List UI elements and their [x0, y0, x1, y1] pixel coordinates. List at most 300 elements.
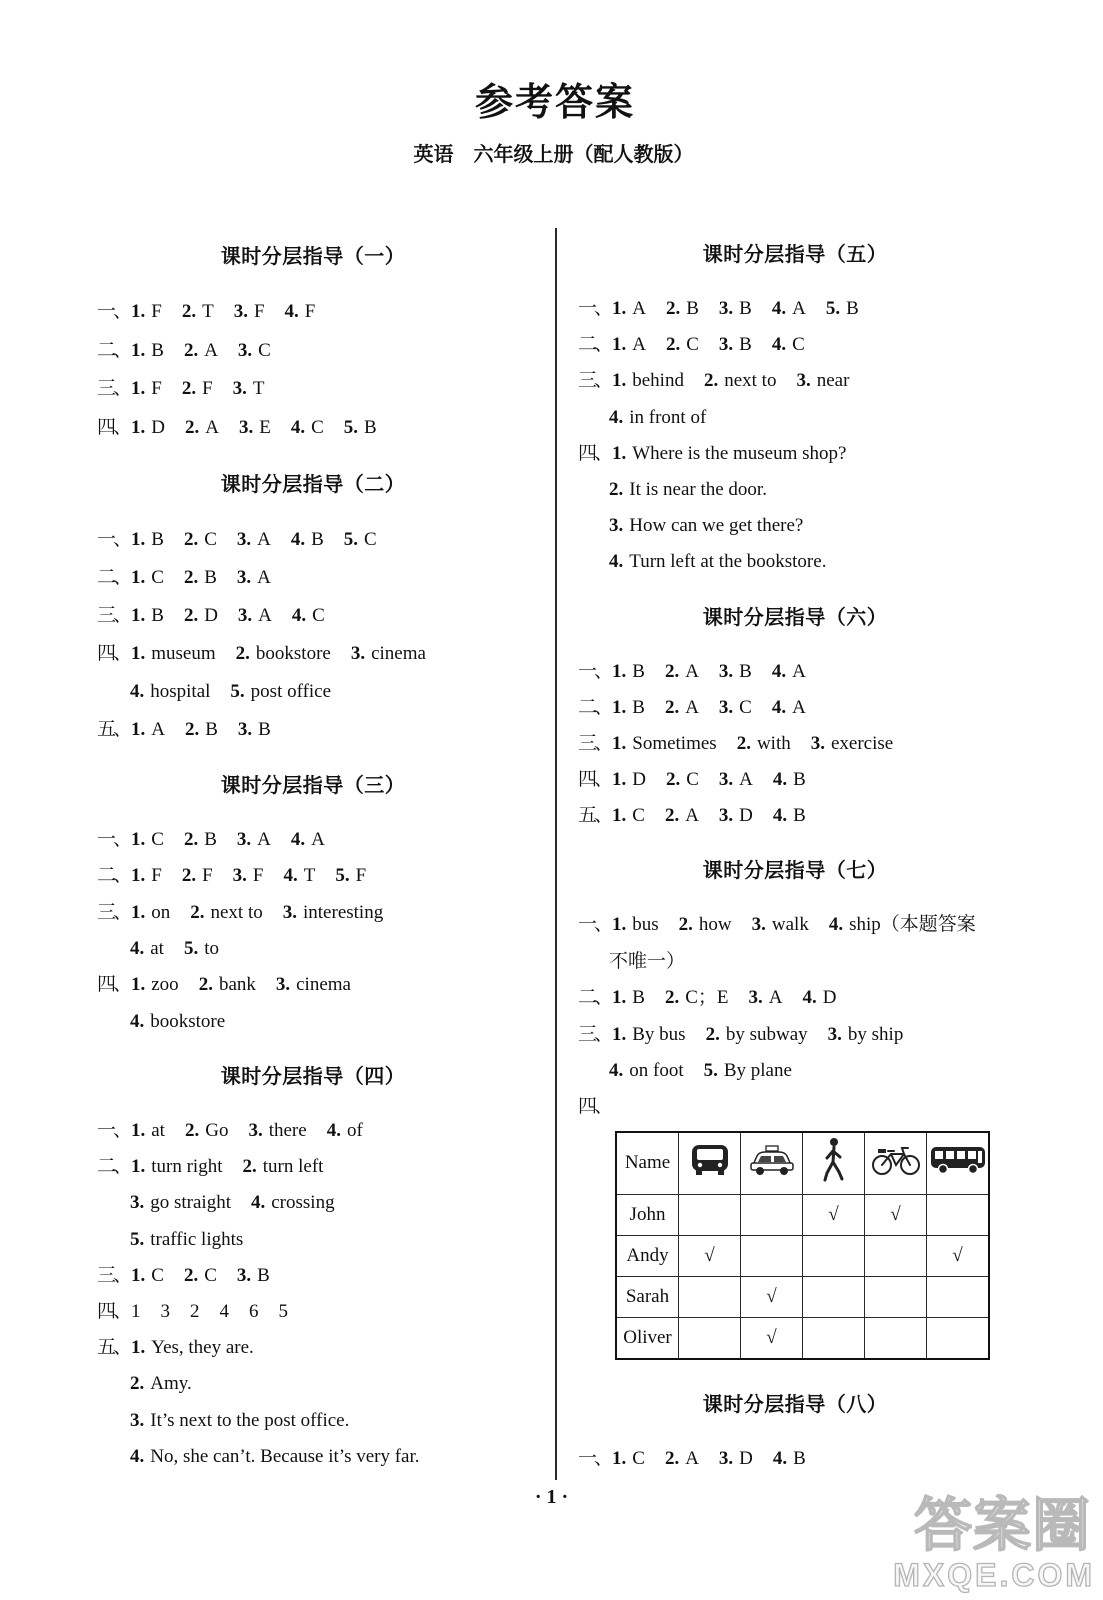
item-number: 1. — [131, 901, 146, 923]
item-answer: B — [793, 1447, 806, 1469]
empty-cell — [679, 1276, 741, 1317]
item-number: 3. — [237, 604, 253, 626]
item-answer: D — [739, 1447, 753, 1469]
item-answer: there — [268, 1120, 307, 1142]
item-answer: B — [151, 528, 164, 550]
answer-item — [828, 1024, 904, 1045]
item-answer: on — [151, 901, 171, 923]
item-number: 2. — [664, 1447, 680, 1469]
item-number: 4. — [130, 1010, 145, 1032]
item-answer: F — [252, 865, 264, 887]
empty-cell — [679, 1317, 741, 1359]
question-number: 一、 — [97, 1120, 130, 1142]
answer-line — [97, 673, 529, 711]
answer-line — [97, 1149, 529, 1185]
empty-cell — [803, 1235, 865, 1276]
question-number: 二、 — [97, 1156, 130, 1178]
item-answer: How can we get there? — [629, 515, 804, 537]
answer-item — [829, 914, 976, 935]
answer-line — [97, 370, 529, 409]
item-number: 5. — [130, 1228, 145, 1250]
question-number: 五、 — [97, 718, 130, 740]
item-number: 1. — [612, 805, 627, 827]
item-number: 1. — [131, 378, 146, 400]
answer-item — [706, 1024, 808, 1045]
answer-item — [665, 661, 699, 682]
answer-item — [335, 865, 366, 886]
answer-line — [97, 521, 529, 559]
answer-line — [578, 1441, 1012, 1477]
column-divider — [555, 228, 557, 1480]
lesson-section-8 — [578, 1387, 1012, 1477]
item-number: 2. — [130, 1373, 145, 1395]
question-number: 二、 — [97, 865, 130, 887]
item-answer: F — [202, 378, 213, 400]
item-answer: ship（本题答案 — [849, 914, 976, 936]
check-mark: √ — [927, 1235, 990, 1276]
answer-line — [578, 436, 1012, 472]
empty-cell — [803, 1276, 865, 1317]
page-number: · 1 · — [534, 1486, 569, 1508]
item-number: 1. — [612, 732, 627, 754]
lesson-section-3 — [97, 768, 529, 1040]
answer-item — [283, 865, 315, 886]
item-answer: bus — [632, 914, 659, 936]
item-answer: Turn left at the bookstore. — [629, 551, 827, 573]
answer-item — [130, 1192, 231, 1213]
answer-line — [97, 1258, 529, 1294]
question-number: 三、 — [97, 378, 130, 400]
item-answer: of — [346, 1120, 363, 1142]
answer-item — [238, 605, 272, 626]
left-column — [97, 239, 529, 1475]
answer-item — [131, 340, 164, 361]
answer-line — [578, 327, 1012, 363]
table-row — [616, 1235, 989, 1276]
answer-item — [665, 697, 699, 718]
item-answer: F — [202, 865, 213, 887]
item-answer: F — [355, 865, 367, 887]
item-number: 2. — [183, 566, 199, 588]
answer-item — [291, 417, 324, 438]
answer-item — [238, 719, 271, 740]
item-number: 1. — [131, 604, 146, 626]
table-header-icon-cell — [679, 1132, 741, 1195]
answer-item — [233, 378, 265, 399]
item-number: 4. — [609, 406, 624, 428]
answer-line — [97, 1403, 529, 1439]
answer-line — [97, 711, 529, 749]
answer-item — [248, 1120, 306, 1141]
answer-item — [243, 1156, 324, 1177]
item-number: 2. — [665, 334, 681, 356]
answer-item — [199, 974, 256, 995]
item-number: 4. — [609, 551, 624, 573]
answer-item — [237, 1265, 270, 1286]
answer-item — [327, 1120, 363, 1141]
lesson-section-1 — [97, 239, 529, 448]
item-number: 3. — [236, 528, 252, 550]
item-answer: C — [151, 566, 164, 588]
item-number: 1. — [131, 1156, 146, 1178]
item-answer: C — [632, 805, 645, 827]
question-number: 四、 — [578, 442, 611, 464]
page-title: 参考答案 — [474, 82, 635, 124]
answer-item — [185, 1120, 228, 1141]
answer-item — [131, 865, 162, 886]
item-number: 4. — [130, 1445, 145, 1467]
item-number: 2. — [242, 1156, 257, 1178]
answer-item — [131, 417, 165, 438]
check-mark: √ — [803, 1194, 865, 1235]
item-number: 1. — [612, 298, 627, 319]
answer-item — [773, 805, 806, 826]
answer-line — [578, 291, 1012, 327]
item-number: 3. — [718, 1447, 734, 1469]
answer-item — [237, 529, 271, 550]
table-header-row — [616, 1132, 989, 1195]
item-answer: turn left — [262, 1156, 324, 1178]
answer-item — [612, 805, 645, 826]
item-answer: C — [311, 417, 324, 439]
item-answer: B — [151, 339, 164, 361]
answer-item — [234, 301, 265, 322]
section-heading: 课时分层指导（三） — [220, 774, 406, 797]
item-answer: F — [304, 301, 316, 322]
item-answer: E — [259, 417, 271, 439]
item-answer: post office — [250, 680, 332, 702]
item-number: 3. — [609, 515, 624, 537]
item-answer: C — [686, 769, 699, 791]
item-answer: cinema — [296, 974, 351, 996]
item-number: 2. — [664, 987, 680, 1009]
item-number: 1. — [612, 1447, 627, 1469]
answer-item — [184, 529, 217, 550]
answer-line — [578, 1017, 1012, 1053]
answer-item — [239, 417, 271, 438]
answer-item — [131, 567, 164, 588]
item-number: 2. — [665, 769, 681, 791]
question-number: 四、 — [578, 769, 611, 791]
answer-item — [811, 733, 893, 754]
item-number: 4. — [772, 1447, 788, 1469]
question-number: 三、 — [578, 732, 611, 754]
check-mark: √ — [679, 1235, 741, 1276]
answer-item — [276, 974, 351, 995]
bike-icon — [870, 1143, 922, 1177]
taxi-icon — [747, 1143, 797, 1177]
item-answer: near — [816, 370, 850, 392]
item-number: 3. — [827, 1023, 842, 1045]
answer-item — [612, 370, 684, 391]
answer-line — [578, 544, 1012, 580]
item-number: 3. — [232, 865, 247, 887]
answer-item — [292, 605, 325, 626]
answer-item — [773, 769, 806, 790]
item-answer: B — [739, 660, 752, 682]
answer-item — [230, 681, 331, 702]
table-header-name: Name — [616, 1132, 679, 1195]
answer-line — [97, 1294, 529, 1330]
item-answer: B — [739, 298, 752, 319]
item-answer: with — [756, 732, 791, 754]
item-answer: in front of — [629, 406, 707, 428]
item-answer: A — [257, 528, 271, 550]
item-answer: A — [739, 769, 753, 791]
answer-item — [236, 643, 331, 664]
answer-item — [238, 340, 271, 361]
item-answer: C — [739, 696, 752, 718]
item-number: 3. — [718, 769, 734, 791]
item-answer: Amy. — [150, 1373, 192, 1395]
lesson-section-5 — [578, 237, 1012, 581]
answer-line — [578, 1089, 1012, 1125]
item-answer: F — [253, 301, 265, 322]
item-answer: B — [257, 1264, 270, 1286]
section-heading: 课时分层指导（四） — [220, 1066, 406, 1089]
answer-item — [131, 1156, 223, 1177]
answer-table — [615, 1131, 990, 1360]
answer-item — [704, 1060, 792, 1081]
item-answer: A — [768, 987, 783, 1009]
answer-line — [97, 1185, 529, 1221]
item-number: 2. — [705, 1023, 720, 1045]
page-subtitle: 英语 六年级上册（配人教版） — [413, 144, 694, 166]
item-answer: A — [792, 298, 806, 319]
item-answer: by subway — [725, 1023, 808, 1045]
question-number: 一、 — [578, 1447, 611, 1469]
item-answer: museum — [151, 642, 216, 664]
answer-item — [131, 902, 170, 923]
item-answer: go straight — [150, 1192, 231, 1214]
item-answer: at — [150, 937, 164, 959]
answer-table-wrap — [615, 1131, 1012, 1360]
item-number: 2. — [235, 642, 250, 664]
item-number: 5. — [703, 1060, 718, 1081]
answer-item — [737, 733, 791, 754]
answer-line — [578, 798, 1012, 834]
answer-item — [220, 1301, 230, 1322]
answer-item — [612, 661, 645, 682]
item-number: 2. — [736, 732, 751, 754]
walking-icon — [821, 1137, 847, 1183]
item-answer: bookstore — [150, 1010, 226, 1032]
answer-item — [612, 987, 645, 1008]
answer-item — [291, 529, 324, 550]
item-number: 5. — [230, 680, 245, 702]
bus-icon — [929, 1143, 987, 1177]
item-number: 2. — [664, 696, 680, 718]
empty-cell — [865, 1317, 927, 1359]
answer-item — [130, 1410, 349, 1431]
item-answer: C — [312, 604, 325, 626]
item-number: 2. — [184, 1120, 200, 1142]
item-answer: cinema — [371, 642, 426, 664]
answer-item — [719, 697, 752, 718]
item-number: 4. — [130, 937, 145, 959]
item-answer: 3 — [160, 1301, 170, 1323]
item-number: 4. — [290, 417, 306, 439]
answer-item — [344, 417, 377, 438]
item-number: 2. — [183, 528, 199, 550]
item-answer: A — [685, 805, 699, 827]
item-answer: C — [258, 339, 271, 361]
item-number: 2. — [183, 1264, 199, 1286]
item-answer: A — [205, 417, 219, 439]
item-number: 1. — [131, 865, 146, 887]
answer-item — [130, 681, 210, 702]
question-number: 一、 — [578, 298, 611, 319]
answer-line — [578, 1053, 1012, 1089]
item-number: 4. — [283, 865, 298, 887]
answer-item — [772, 334, 805, 355]
item-answer: C — [151, 1264, 164, 1286]
section-heading: 课时分层指导（八） — [702, 1393, 888, 1416]
answer-item — [609, 479, 767, 500]
answer-item — [131, 529, 164, 550]
answer-line — [97, 1113, 529, 1149]
item-answer: Go — [205, 1120, 229, 1142]
item-number: 4. — [290, 528, 306, 550]
answer-line — [97, 635, 529, 673]
item-answer: B — [205, 718, 218, 740]
empty-cell — [679, 1194, 741, 1235]
item-number: 2. — [181, 865, 197, 887]
answer-item — [130, 938, 164, 959]
empty-cell — [865, 1276, 927, 1317]
answer-item — [666, 298, 699, 319]
section-heading: 课时分层指导（二） — [220, 473, 406, 496]
question-number: 二、 — [578, 696, 611, 718]
item-answer: behind — [632, 370, 684, 392]
question-number: 三、 — [97, 604, 130, 626]
answer-item — [184, 829, 217, 850]
item-number: 3. — [237, 718, 253, 740]
answer-line — [578, 690, 1012, 726]
item-answer: B — [632, 987, 645, 1009]
answer-item — [131, 829, 164, 850]
item-answer: A — [792, 696, 806, 718]
item-number: 3. — [718, 805, 734, 827]
answer-item — [609, 407, 706, 428]
item-number: 4. — [290, 828, 306, 850]
item-number: 4. — [771, 660, 787, 682]
table-header-icon-cell — [927, 1132, 990, 1195]
item-answer: C；E — [685, 987, 729, 1009]
question-number: 五、 — [578, 805, 611, 827]
answer-line — [97, 1004, 529, 1040]
item-number: 4. — [771, 298, 787, 319]
section-heading: 课时分层指导（六） — [702, 606, 888, 629]
answer-item — [666, 334, 699, 355]
item-answer: C — [204, 528, 217, 550]
item-answer: crossing — [271, 1192, 335, 1214]
lesson-section-7 — [578, 853, 1012, 1359]
section-heading: 课时分层指导（一） — [220, 246, 406, 268]
item-answer: B — [151, 604, 164, 626]
item-answer: T — [202, 301, 214, 322]
item-answer: T — [252, 378, 265, 400]
answer-item — [802, 987, 836, 1008]
answer-line — [97, 1366, 529, 1402]
item-number: 1. — [131, 339, 146, 361]
answer-item — [131, 974, 179, 995]
table-header-icon-cell — [741, 1132, 803, 1195]
item-number: 4. — [828, 914, 844, 936]
item-answer: 5 — [278, 1301, 288, 1323]
item-answer: A — [685, 1447, 699, 1469]
empty-cell — [741, 1235, 803, 1276]
lesson-section-2 — [97, 467, 529, 749]
item-answer: A — [258, 604, 272, 626]
answer-item — [772, 298, 806, 319]
answer-item — [665, 987, 729, 1008]
item-answer: It is near the door. — [629, 478, 767, 500]
answer-line — [578, 944, 1012, 980]
answer-item — [237, 567, 271, 588]
answer-item — [719, 661, 752, 682]
item-number: 3. — [718, 696, 734, 718]
item-number: 3. — [236, 1264, 252, 1286]
answer-item — [131, 719, 165, 740]
answer-item — [237, 829, 271, 850]
answer-line — [578, 980, 1012, 1016]
item-answer: F — [151, 301, 162, 322]
item-answer: zoo — [151, 974, 179, 996]
item-number: 2. — [181, 301, 197, 322]
answer-line — [578, 762, 1012, 798]
answer-item — [131, 1301, 141, 1322]
answer-line — [97, 1439, 529, 1475]
answer-item — [233, 865, 264, 886]
item-answer: bank — [218, 974, 256, 996]
item-number: 3. — [275, 974, 291, 996]
question-number: 三、 — [578, 1023, 611, 1045]
item-number: 1. — [131, 301, 146, 322]
item-answer: B — [364, 417, 377, 439]
item-answer: F — [151, 865, 162, 887]
question-number: 四、 — [97, 974, 130, 996]
answer-item — [131, 1337, 254, 1358]
item-answer: turn right — [151, 1156, 223, 1178]
answer-item — [612, 443, 846, 464]
answer-item — [612, 334, 646, 355]
item-number: 2. — [703, 370, 719, 392]
answer-line — [578, 400, 1012, 436]
item-answer: D — [151, 417, 165, 439]
item-number: 3. — [130, 1409, 145, 1431]
item-number: 3. — [718, 298, 734, 319]
answer-line — [97, 967, 529, 1003]
item-number: 2. — [190, 901, 205, 923]
question-number: 三、 — [97, 1264, 130, 1286]
answer-item — [184, 1265, 217, 1286]
item-number: 1. — [612, 696, 627, 718]
answer-item — [182, 865, 213, 886]
question-number: 一、 — [578, 914, 611, 936]
item-number: 3. — [748, 987, 763, 1009]
item-number: 1. — [131, 1337, 146, 1359]
answer-item — [719, 298, 752, 319]
answer-line — [578, 508, 1012, 544]
question-number: 四、 — [97, 417, 130, 439]
answer-line — [97, 409, 529, 448]
check-mark: √ — [741, 1317, 803, 1359]
student-name: Andy — [616, 1235, 679, 1276]
item-number: 1. — [131, 1264, 146, 1286]
answer-item — [609, 515, 803, 536]
item-number: 3. — [237, 339, 253, 361]
